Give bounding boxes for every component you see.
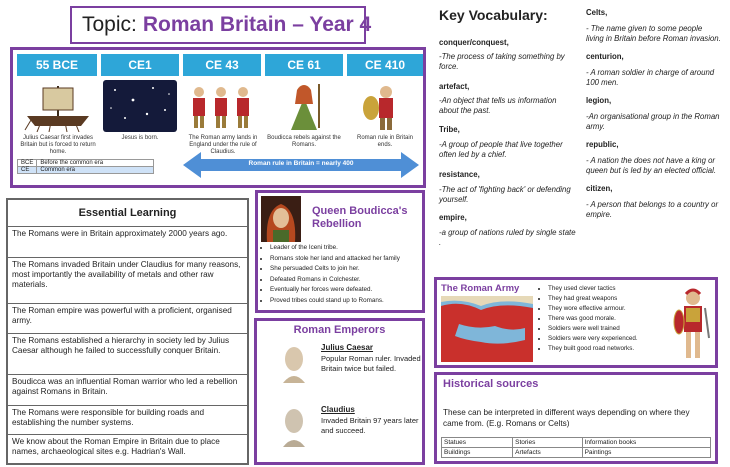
vocab-def: - A roman soldier in charge of around 100 men. <box>586 68 715 87</box>
timeline-date: CE 43 <box>183 54 261 76</box>
roman-ship-image <box>21 80 95 132</box>
legend-text: Before the common era <box>37 160 154 167</box>
list-item: • Defeated Romans in Colchester. <box>270 275 400 286</box>
emperor-name: Julius Caesar <box>321 343 374 352</box>
boudicca-image <box>267 80 341 132</box>
emperor-desc: Popular Roman ruler. Invaded Britain twice but failed. <box>321 354 421 373</box>
topic-header <box>70 6 372 44</box>
legend-abbr: BCE <box>18 160 37 167</box>
emperors-title: Roman Emperors <box>293 324 386 336</box>
vocab-def: -The process of taking something by force. <box>439 52 565 71</box>
timeline-caption: Jesus is born. <box>121 135 159 141</box>
boudicca-portrait <box>261 196 301 242</box>
vocab-term: artefact, <box>439 82 470 91</box>
list-item: • They used clever tactics <box>548 284 638 294</box>
roman-rule-ends-image <box>349 80 421 132</box>
vocab-term: empire, <box>439 213 467 222</box>
roman-soldier-image <box>673 288 713 364</box>
timeline-caption: Julius Caesar first invades Britain but is forced to return home. <box>20 135 96 155</box>
essential-item: The Romans established a hierarchy in society led by Julius Caesar although he failed to successfully conquer Britain. <box>8 334 247 375</box>
vocab-def: -A group of people that live together often led by a chief. <box>439 140 563 159</box>
historical-sources-panel <box>434 372 718 464</box>
timeline-date: CE1 <box>101 54 179 76</box>
vocab-term: Celts, <box>586 8 608 17</box>
topic-title: Roman Britain – Year 4 <box>142 13 372 36</box>
boudicca-title: Queen Boudicca's Rebellion <box>312 205 408 230</box>
list-item: • Leader of the Iceni tribe. <box>270 243 400 254</box>
vocab-title: Key Vocabulary: <box>439 7 548 23</box>
emperors-panel <box>254 318 425 465</box>
list-item: • Soldiers were very experienced. <box>548 334 638 344</box>
army-title: The Roman Army <box>441 283 520 294</box>
essential-learning-title: Essential Learning <box>8 200 247 227</box>
essential-learning-panel <box>6 198 249 465</box>
army-points <box>539 284 638 354</box>
timeline-caption: Boudicca rebels against the Romans. <box>267 135 341 148</box>
sources-table <box>441 437 711 458</box>
list-item: • They wore effective armour. <box>548 304 638 314</box>
era-legend <box>17 159 154 174</box>
timeline-caption: Roman rule in Britain ends. <box>356 135 414 148</box>
vocab-term: citizen, <box>586 184 613 193</box>
timeline-caption: The Roman army lands in England under the rule of Claudius. <box>188 135 258 155</box>
roman-rule-arrow <box>183 150 419 180</box>
table-cell: Stories <box>513 438 582 448</box>
list-item: • They built good road networks. <box>548 344 638 354</box>
vocab-def: -An organisational group in the Roman army. <box>586 112 720 131</box>
roman-soldiers-image <box>185 80 259 132</box>
vocab-term: Tribe, <box>439 125 460 134</box>
vocab-def: -The act of 'fighting back' or defending yourself. <box>439 185 571 204</box>
timeline-date: 55 BCE <box>17 54 97 76</box>
roman-empire-map <box>441 296 533 362</box>
essential-item: The Romans were responsible for building roads and establishing the number systems. <box>8 406 247 435</box>
list-item: • There was good morale. <box>548 314 638 324</box>
vocab-term: resistance, <box>439 170 480 179</box>
claudius-bust <box>279 407 309 447</box>
list-item: • Romans stole her land and attacked her family <box>270 254 400 265</box>
table-cell: Information books <box>582 438 710 448</box>
table-cell: Paintings <box>582 448 710 458</box>
table-cell: Artefacts <box>513 448 582 458</box>
timeline-panel <box>10 47 426 188</box>
historical-text: These can be interpreted in different ways depending on where they came from. (E.g. Romans or Celts) <box>443 408 690 428</box>
julius-caesar-bust <box>279 345 309 383</box>
list-item: • They had great weapons <box>548 294 638 304</box>
historical-title: Historical sources <box>443 378 539 390</box>
essential-item: The Romans were in Britain approximately 2000 years ago. <box>8 227 247 258</box>
list-item: • Soldiers were well trained <box>548 324 638 334</box>
vocab-def: -a group of nations ruled by single state . <box>439 228 576 247</box>
vocab-term: republic, <box>586 140 619 149</box>
emperor-desc: Invaded Britain 97 years later and succeed. <box>321 416 419 435</box>
topic-label: Topic: <box>82 13 137 36</box>
legend-text: Common era <box>37 167 154 174</box>
legend-abbr: CE <box>18 167 37 174</box>
night-sky-image <box>103 80 177 132</box>
vocab-term: conquer/conquest, <box>439 38 509 47</box>
emperor-name: Claudius <box>321 405 355 414</box>
vocab-term: centurion, <box>586 52 624 61</box>
arrow-label: Roman rule in Britain = nearly 400 <box>248 160 354 167</box>
table-cell: Buildings <box>442 448 513 458</box>
boudicca-panel <box>255 190 425 313</box>
boudicca-points <box>260 243 400 307</box>
timeline-date: CE 61 <box>265 54 343 76</box>
list-item: • Eventually her forces were defeated. <box>270 285 400 296</box>
essential-item: The Romans invaded Britain under Claudius for many reasons, most importantly the availability of metals and other raw materials. <box>8 258 247 304</box>
vocab-def: - A person that belongs to a country or empire. <box>586 200 719 219</box>
vocab-term: legion, <box>586 96 612 105</box>
vocab-def: - A nation the does not have a king or queen but is led by an elected official. <box>586 156 717 175</box>
essential-item: The Roman empire was powerful with a proficient, organised army. <box>8 304 247 334</box>
vocab-def: -An object that tells us information about the past. <box>439 96 557 115</box>
table-cell: Statues <box>442 438 513 448</box>
key-vocabulary-panel <box>436 0 726 272</box>
essential-item: We know about the Roman Empire in Britain due to place names, archaeological sites e.g. Hadrian's Wall. <box>12 437 220 456</box>
list-item: • She persuaded Celts to join her. <box>270 264 400 275</box>
list-item: • Proved tribes could stand up to Romans. <box>270 296 400 307</box>
roman-army-panel <box>434 277 718 368</box>
vocab-def: - The name given to some people living in Britain before Roman invasion. <box>586 24 721 43</box>
timeline-date: CE 410 <box>347 54 423 76</box>
essential-item: Boudicca was an influential Roman warrior who led a rebellion against Romans in Britain. <box>8 375 247 406</box>
